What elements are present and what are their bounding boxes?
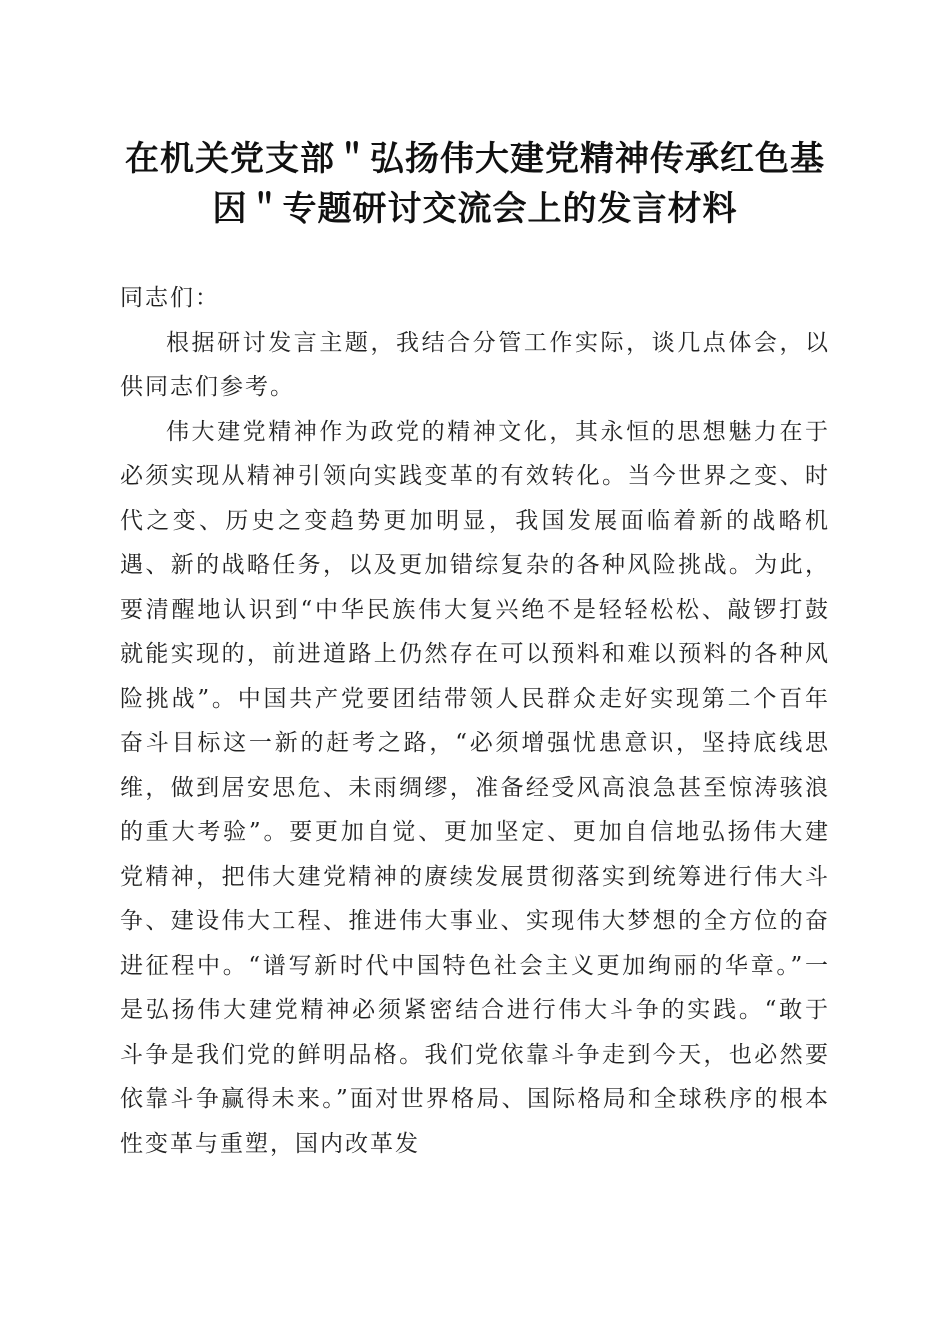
document-title: 在机关党支部＂弘扬伟大建党精神传承红色基因＂专题研讨交流会上的发言材料	[125, 139, 825, 229]
paragraph-main: 伟大建党精神作为政党的精神文化，其永恒的思想魅力在于必须实现从精神引领向实践变革的有效转化。当今世界之变、时代之变、历史之变趋势更加明显，我国发展面临着新的战略机遇、新的战略任务，以及更加错综复杂的各种风险挑战。为此，要清醒地认识到“中华民族伟大复兴绝不是轻轻松松、敲锣打鼓就能实现的，前进道路上仍然存在可以预料和难以预料的各种风险挑战”。中国共产党要团结带领人民群众走好实现第二个百年奋斗目标这一新的赶考之路，“必须增强忧患意识，坚持底线思维，做到居安思危、未雨绸缪，准备经受风高浪急甚至惊涛骇浪的重大考验”。要更加自觉、更加坚定、更加自信地弘扬伟大建党精神，把伟大建党精神的赓续发展贯彻落实到统筹进行伟大斗争、建设伟大工程、推进伟大事业、实现伟大梦想的全方位的奋进征程中。“谱写新时代中国特色社会主义更加绚丽的华章。”一是弘扬伟大建党精神必须紧密结合进行伟大斗争的实践。“敢于斗争是我们党的鲜明品格。我们党依靠斗争走到今天，也必然要依靠斗争赢得未来。”面对世界格局、国际格局和全球秩序的根本性变革与重塑，国内改革发	[120, 418, 830, 1157]
salutation: 同志们：	[120, 285, 220, 311]
paragraph-intro: 根据研讨发言主题，我结合分管工作实际，谈几点体会，以供同志们参考。	[120, 329, 830, 400]
document-body	[120, 276, 830, 1166]
